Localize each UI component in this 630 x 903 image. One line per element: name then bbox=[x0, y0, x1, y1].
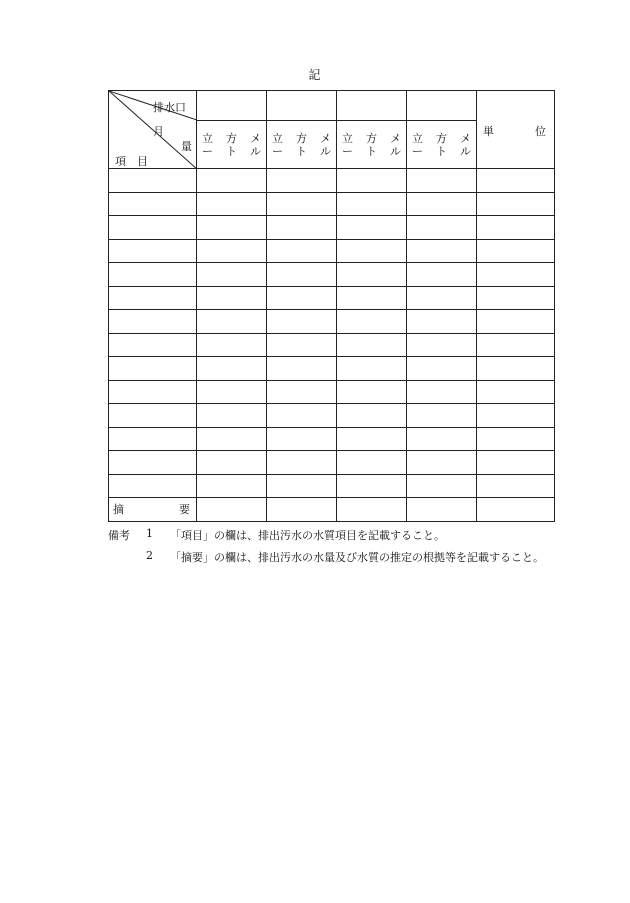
unit-label-line bbox=[267, 132, 336, 145]
value-cell[interactable] bbox=[267, 474, 337, 498]
outlet-label: 排水口 bbox=[153, 101, 186, 114]
value-cell[interactable] bbox=[337, 239, 407, 263]
value-cell[interactable] bbox=[407, 216, 477, 240]
outlet-cell[interactable] bbox=[337, 91, 407, 121]
unit-label-cell bbox=[407, 121, 477, 169]
unit-label-line bbox=[337, 132, 406, 145]
value-cell[interactable] bbox=[407, 286, 477, 310]
unit-cell[interactable] bbox=[477, 474, 555, 498]
table-row bbox=[109, 169, 555, 193]
unit-cell[interactable] bbox=[477, 427, 555, 451]
value-cell[interactable] bbox=[337, 404, 407, 428]
value-cell[interactable] bbox=[337, 286, 407, 310]
unit-cell[interactable] bbox=[477, 451, 555, 475]
unit-label-line bbox=[407, 132, 476, 145]
summary-value-cell[interactable] bbox=[337, 498, 407, 522]
unit-cell[interactable] bbox=[477, 333, 555, 357]
item-cell[interactable] bbox=[109, 427, 197, 451]
item-cell[interactable] bbox=[109, 216, 197, 240]
value-cell[interactable] bbox=[197, 263, 267, 287]
note-text: 「摘要」の欄は、排出汚水の水量及び水質の推定の根拠等を記載すること。 bbox=[170, 551, 544, 564]
unit-label-char: ル bbox=[460, 144, 471, 158]
value-cell[interactable] bbox=[337, 263, 407, 287]
unit-cell[interactable] bbox=[477, 239, 555, 263]
unit-label-char: ル bbox=[250, 144, 261, 158]
value-cell[interactable] bbox=[337, 427, 407, 451]
item-cell[interactable] bbox=[109, 239, 197, 263]
month-label: 月 bbox=[153, 125, 164, 138]
table-row bbox=[109, 192, 555, 216]
unit-label-char: メ bbox=[250, 131, 261, 145]
notes-heading: 備考 bbox=[108, 529, 130, 542]
unit-label-char: ー bbox=[342, 144, 353, 158]
value-cell[interactable] bbox=[197, 192, 267, 216]
value-cell[interactable] bbox=[197, 310, 267, 334]
value-cell[interactable] bbox=[197, 239, 267, 263]
item-label: 項 目 bbox=[115, 155, 148, 168]
table-row bbox=[109, 263, 555, 287]
unit-cell[interactable] bbox=[477, 404, 555, 428]
unit-label-line bbox=[267, 145, 336, 158]
item-cell[interactable] bbox=[109, 263, 197, 287]
corner-header-cell bbox=[109, 91, 197, 169]
unit-column-header bbox=[477, 91, 555, 169]
value-cell[interactable] bbox=[197, 380, 267, 404]
value-cell[interactable] bbox=[197, 216, 267, 240]
table-row bbox=[109, 404, 555, 428]
value-cell[interactable] bbox=[267, 380, 337, 404]
value-cell[interactable] bbox=[407, 192, 477, 216]
value-cell[interactable] bbox=[267, 263, 337, 287]
outlet-cell[interactable] bbox=[407, 91, 477, 121]
unit-label-char: メ bbox=[460, 131, 471, 145]
value-cell[interactable] bbox=[337, 333, 407, 357]
unit-cell[interactable] bbox=[477, 286, 555, 310]
unit-label-char: 立 bbox=[412, 131, 423, 145]
value-cell[interactable] bbox=[407, 333, 477, 357]
value-cell[interactable] bbox=[267, 357, 337, 381]
summary-label-char: 摘 bbox=[113, 503, 124, 517]
value-cell[interactable] bbox=[337, 474, 407, 498]
value-cell[interactable] bbox=[407, 380, 477, 404]
unit-label-char: ー bbox=[202, 144, 213, 158]
value-cell[interactable] bbox=[197, 474, 267, 498]
note-number: 1 bbox=[146, 527, 153, 540]
outlet-cell[interactable] bbox=[197, 91, 267, 121]
item-cell[interactable] bbox=[109, 380, 197, 404]
summary-value-cell[interactable] bbox=[477, 498, 555, 522]
unit-header-char: 単 bbox=[483, 125, 494, 138]
value-cell[interactable] bbox=[337, 169, 407, 193]
unit-label-char: ル bbox=[390, 144, 401, 158]
unit-cell[interactable] bbox=[477, 357, 555, 381]
summary-row bbox=[109, 498, 555, 522]
unit-label-char: ー bbox=[272, 144, 283, 158]
unit-label-char: 方 bbox=[366, 131, 377, 145]
outlet-cell[interactable] bbox=[267, 91, 337, 121]
value-cell[interactable] bbox=[267, 216, 337, 240]
value-cell[interactable] bbox=[337, 310, 407, 334]
unit-cell[interactable] bbox=[477, 310, 555, 334]
summary-value-cell[interactable] bbox=[267, 498, 337, 522]
table-row bbox=[109, 286, 555, 310]
value-cell[interactable] bbox=[407, 427, 477, 451]
unit-label-cell bbox=[197, 121, 267, 169]
table-row bbox=[109, 239, 555, 263]
value-cell[interactable] bbox=[407, 474, 477, 498]
item-cell[interactable] bbox=[109, 357, 197, 381]
value-cell[interactable] bbox=[267, 310, 337, 334]
unit-label-char: 立 bbox=[272, 131, 283, 145]
item-cell[interactable] bbox=[109, 451, 197, 475]
value-cell[interactable] bbox=[267, 286, 337, 310]
unit-label-line bbox=[337, 145, 406, 158]
unit-label-char: メ bbox=[390, 131, 401, 145]
value-cell[interactable] bbox=[407, 451, 477, 475]
table-row bbox=[109, 216, 555, 240]
table-row bbox=[109, 357, 555, 381]
value-cell[interactable] bbox=[197, 357, 267, 381]
value-cell[interactable] bbox=[267, 169, 337, 193]
value-cell[interactable] bbox=[407, 263, 477, 287]
item-cell[interactable] bbox=[109, 404, 197, 428]
note-text: 「項目」の欄は、排出汚水の水質項目を記載すること。 bbox=[170, 529, 445, 542]
amount-label: 量 bbox=[181, 140, 192, 153]
summary-label-char: 要 bbox=[179, 503, 190, 517]
value-cell[interactable] bbox=[407, 169, 477, 193]
water-quality-table bbox=[108, 90, 555, 522]
value-cell[interactable] bbox=[197, 427, 267, 451]
unit-cell[interactable] bbox=[477, 216, 555, 240]
item-cell[interactable] bbox=[109, 286, 197, 310]
unit-label-char: ト bbox=[366, 144, 377, 158]
value-cell[interactable] bbox=[267, 404, 337, 428]
value-cell[interactable] bbox=[407, 310, 477, 334]
unit-label-char: ト bbox=[436, 144, 447, 158]
note-item bbox=[108, 549, 608, 571]
value-cell[interactable] bbox=[337, 451, 407, 475]
value-cell[interactable] bbox=[267, 192, 337, 216]
table-row bbox=[109, 451, 555, 475]
unit-cell[interactable] bbox=[477, 263, 555, 287]
value-cell[interactable] bbox=[337, 380, 407, 404]
unit-label-cell bbox=[267, 121, 337, 169]
item-cell[interactable] bbox=[109, 333, 197, 357]
unit-label-char: 方 bbox=[296, 131, 307, 145]
value-cell[interactable] bbox=[267, 451, 337, 475]
summary-value-cell[interactable] bbox=[197, 498, 267, 522]
note-number: 2 bbox=[146, 549, 153, 562]
value-cell[interactable] bbox=[267, 333, 337, 357]
notes-section bbox=[108, 527, 608, 571]
item-cell[interactable] bbox=[109, 474, 197, 498]
value-cell[interactable] bbox=[337, 357, 407, 381]
value-cell[interactable] bbox=[407, 404, 477, 428]
unit-label-cell bbox=[337, 121, 407, 169]
value-cell[interactable] bbox=[197, 286, 267, 310]
table-row bbox=[109, 380, 555, 404]
table-row bbox=[109, 333, 555, 357]
table-row bbox=[109, 474, 555, 498]
value-cell[interactable] bbox=[407, 239, 477, 263]
unit-cell[interactable] bbox=[477, 192, 555, 216]
value-cell[interactable] bbox=[197, 404, 267, 428]
value-cell[interactable] bbox=[337, 192, 407, 216]
value-cell[interactable] bbox=[197, 169, 267, 193]
item-cell[interactable] bbox=[109, 310, 197, 334]
unit-cell[interactable] bbox=[477, 169, 555, 193]
unit-label-char: 立 bbox=[202, 131, 213, 145]
value-cell[interactable] bbox=[197, 451, 267, 475]
unit-label-char: 方 bbox=[436, 131, 447, 145]
item-cell[interactable] bbox=[109, 169, 197, 193]
unit-label-char: ト bbox=[296, 144, 307, 158]
value-cell[interactable] bbox=[337, 216, 407, 240]
summary-value-cell[interactable] bbox=[407, 498, 477, 522]
unit-label-char: ル bbox=[320, 144, 331, 158]
unit-label-char: 立 bbox=[342, 131, 353, 145]
table-row bbox=[109, 310, 555, 334]
value-cell[interactable] bbox=[267, 239, 337, 263]
unit-label-char: 方 bbox=[226, 131, 237, 145]
unit-cell[interactable] bbox=[477, 380, 555, 404]
unit-label-char: ー bbox=[412, 144, 423, 158]
table-row bbox=[109, 427, 555, 451]
unit-label-line bbox=[197, 145, 266, 158]
summary-label-cell bbox=[109, 498, 197, 522]
unit-label-char: メ bbox=[320, 131, 331, 145]
unit-label-line bbox=[407, 145, 476, 158]
unit-label-line bbox=[197, 132, 266, 145]
item-cell[interactable] bbox=[109, 192, 197, 216]
value-cell[interactable] bbox=[407, 357, 477, 381]
value-cell[interactable] bbox=[197, 333, 267, 357]
document-title: 記 bbox=[308, 68, 322, 82]
note-item bbox=[108, 527, 608, 549]
unit-label-char: ト bbox=[226, 144, 237, 158]
unit-header-char: 位 bbox=[535, 125, 546, 138]
value-cell[interactable] bbox=[267, 427, 337, 451]
